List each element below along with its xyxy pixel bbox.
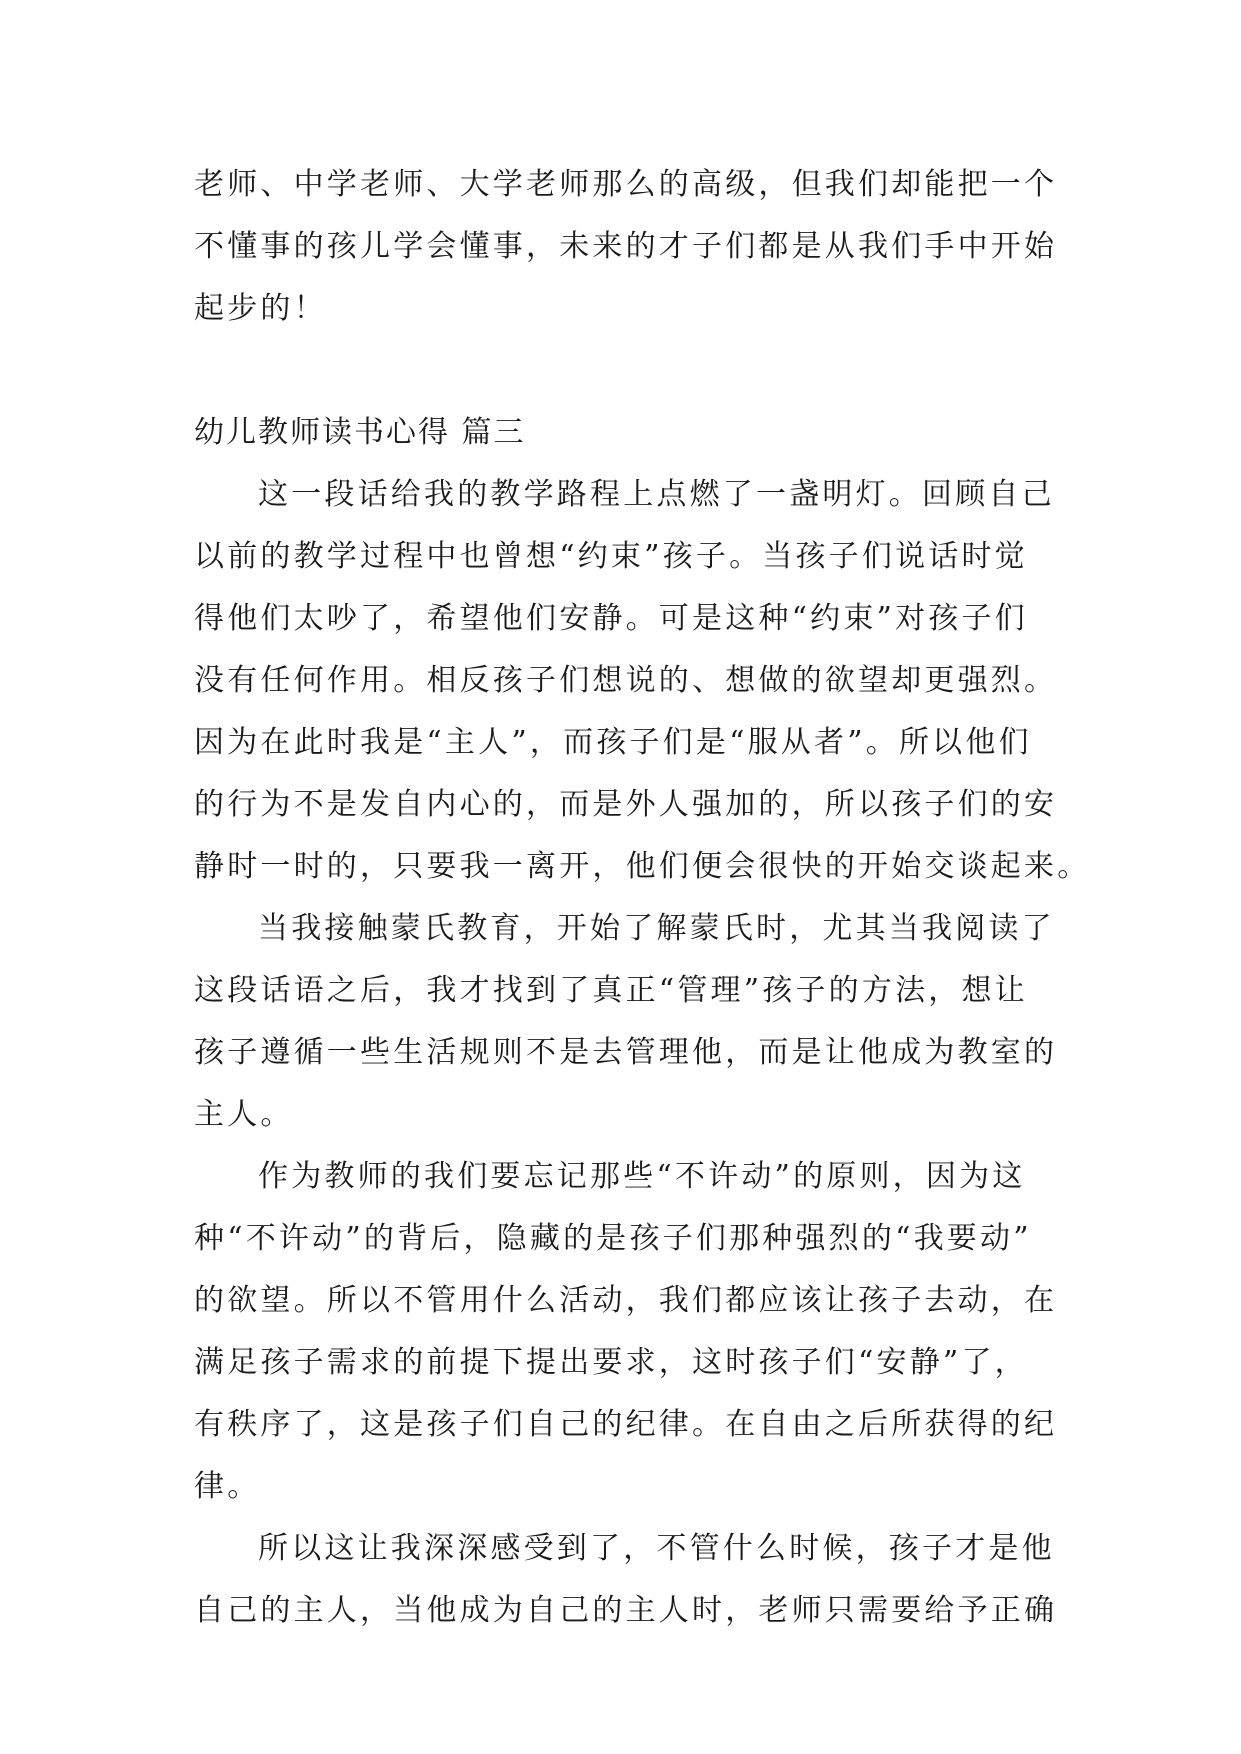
paragraph-gap xyxy=(194,340,1074,402)
paragraph-line: 所以这让我深深感受到了，不管什么时候，孩子才是他 xyxy=(258,1531,1055,1566)
paragraph-line: 有秩序了，这是孩子们自己的纪律。在自由之后所获得的纪 xyxy=(194,1407,1058,1442)
paragraph-line: 静时一时的，只要我一离开，他们便会很快的开始交谈起来。 xyxy=(194,849,1091,884)
intro-line: 老师、中学老师、大学老师那么的高级，但我们却能把一个 xyxy=(194,167,1058,202)
paragraph-line: 种“不许动”的背后，隐藏的是孩子们那种强烈的“我要动” xyxy=(194,1221,1032,1256)
intro-line: 起步的！ xyxy=(194,291,327,326)
paragraph-line: 主人。 xyxy=(194,1097,294,1132)
paragraph-line: 孩子遵循一些生活规则不是去管理他，而是让他成为教室的 xyxy=(194,1035,1058,1070)
document-body xyxy=(194,154,1091,1642)
paragraph-line: 的欲望。所以不管用什么活动，我们都应该让孩子去动，在 xyxy=(194,1283,1058,1318)
paragraph-line: 作为教师的我们要忘记那些“不许动”的原则，因为这 xyxy=(258,1159,1026,1194)
paragraph-line: 当我接触蒙氏教育，开始了解蒙氏时，尤其当我阅读了 xyxy=(258,911,1055,946)
paragraph-line: 以前的教学过程中也曾想“约束”孩子。当孩子们说话时觉 xyxy=(194,539,1028,574)
paragraph-line: 这段话语之后，我才找到了真正“管理”孩子的方法，想让 xyxy=(194,973,1028,1008)
paragraph-line: 得他们太吵了，希望他们安静。可是这种“约束”对孩子们 xyxy=(194,601,1028,636)
intro-line: 不懂事的孩儿学会懂事，未来的才子们都是从我们手中开始 xyxy=(194,229,1058,264)
paragraph-line: 律。 xyxy=(194,1469,261,1504)
paragraph-line: 没有任何作用。相反孩子们想说的、想做的欲望却更强烈。 xyxy=(194,663,1058,698)
paragraph-line: 的行为不是发自内心的，而是外人强加的，所以孩子们的安 xyxy=(194,787,1058,822)
paragraph-line: 自己的主人，当他成为自己的主人时，老师只需要给予正确 xyxy=(194,1593,1058,1628)
paragraph-line: 这一段话给我的教学路程上点燃了一盏明灯。回顾自己 xyxy=(258,477,1055,512)
section-title: 幼儿教师读书心得 篇三 xyxy=(194,415,526,450)
paragraph-line: 因为在此时我是“主人”，而孩子们是“服从者”。所以他们 xyxy=(194,725,1032,760)
paragraph-line: 满足孩子需求的前提下提出要求，这时孩子们“安静”了， xyxy=(194,1345,1028,1380)
